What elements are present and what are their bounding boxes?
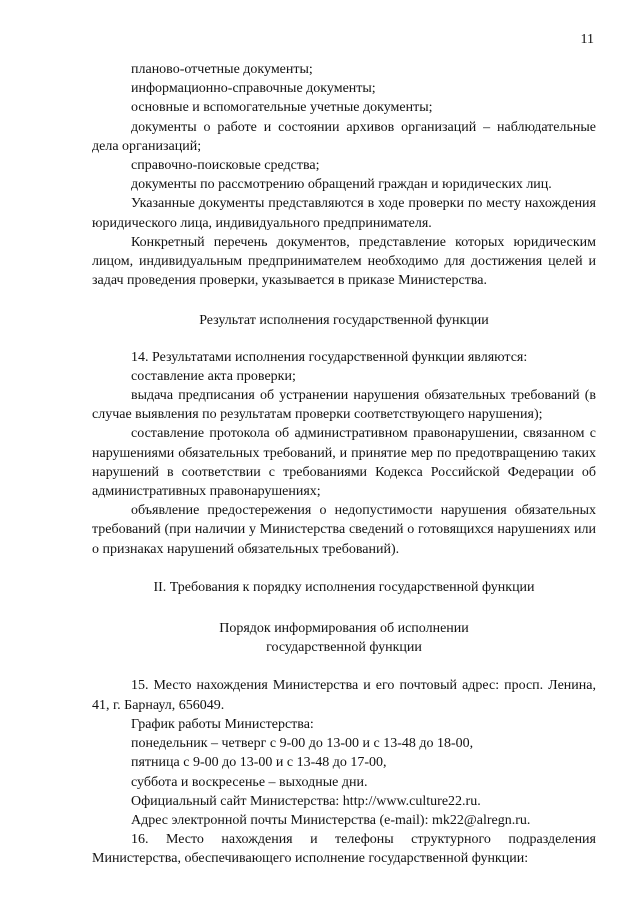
heading-info-line2: государственной функции	[266, 640, 422, 656]
section-14-item-warning: объявление предостережения о недопустимости нарушения обязательных требований (при наличии у Министерства сведений о готовящихся нарушениях или о признаках нарушений обязательных требований).	[92, 503, 596, 557]
section-16-paragraph: 16. Место нахождения и телефоны структурного подразделения Министерства, обеспечивающего исполнение государственной функции:	[92, 832, 596, 867]
list-item-search-tools: справочно-поисковые средства;	[131, 158, 320, 174]
section-15-schedule-weekend: суббота и воскресенье – выходные дни.	[131, 774, 368, 790]
list-item-accounting-docs: основные и вспомогательные учетные документы;	[131, 100, 433, 116]
list-item-plan-reports: планово-отчетные документы;	[131, 62, 313, 77]
section-14-item-order: выдача предписания об устранении нарушения обязательных требований (в случае выявления по результатам проверки соответствующего нарушения);	[92, 388, 596, 423]
section-15-schedule-weekdays: понедельник – четверг с 9-00 до 13-00 и с 13-48 до 18-00,	[131, 736, 474, 752]
section-15-address: 15. Место нахождения Министерства и его почтовый адрес: просп. Ленина, 41, г. Барнаул, 656049.	[92, 678, 596, 713]
list-item-appeals-docs: документы по рассмотрению обращений граждан и юридических лиц.	[131, 177, 552, 193]
list-item-info-docs: информационно-справочные документы;	[131, 81, 376, 97]
paragraph-docs-location: Указанные документы представляются в ходе проверки по месту нахождения юридического лица, индивидуального предпринимателя.	[92, 196, 596, 231]
section-15-schedule-title: График работы Министерства:	[131, 716, 314, 732]
document-body	[92, 60, 596, 869]
paragraph-docs-list: Конкретный перечень документов, представление которых юридическим лицом, индивидуальным предпринимателем необходимо для достижения целей и задач проведения проверки, указывается в приказе Министерства.	[92, 234, 596, 289]
page-number: 11	[580, 32, 594, 47]
section-14-item-protocol: составление протокола об административном правонарушении, связанном с нарушениями обязательных требований, и принятие мер по предотвращению таких нарушений в соответствии с требованиями Кодекса Российской Федерации об административных правонарушениях;	[92, 426, 596, 500]
list-item-archive-docs: документы о работе и состоянии архивов организаций – наблюдательные дела организаций;	[92, 119, 596, 154]
section-15-website: Официальный сайт Министерства: http://www.culture22.ru.	[131, 793, 481, 809]
section-15-email: Адрес электронной почты Министерства (e-mail): mk22@alregn.ru.	[131, 812, 531, 828]
section-14-intro: 14. Результатами исполнения государственной функции являются:	[131, 349, 528, 365]
section-14-item-act: составление акта проверки;	[131, 368, 296, 384]
section-15-schedule-friday: пятница с 9-00 до 13-00 и с 13-48 до 17-00,	[131, 755, 387, 771]
heading-section-2: II. Требования к порядку исполнения государственной функции	[153, 579, 535, 595]
heading-info-line1: Порядок информирования об исполнении	[219, 621, 469, 637]
heading-result: Результат исполнения государственной функции	[199, 313, 489, 329]
